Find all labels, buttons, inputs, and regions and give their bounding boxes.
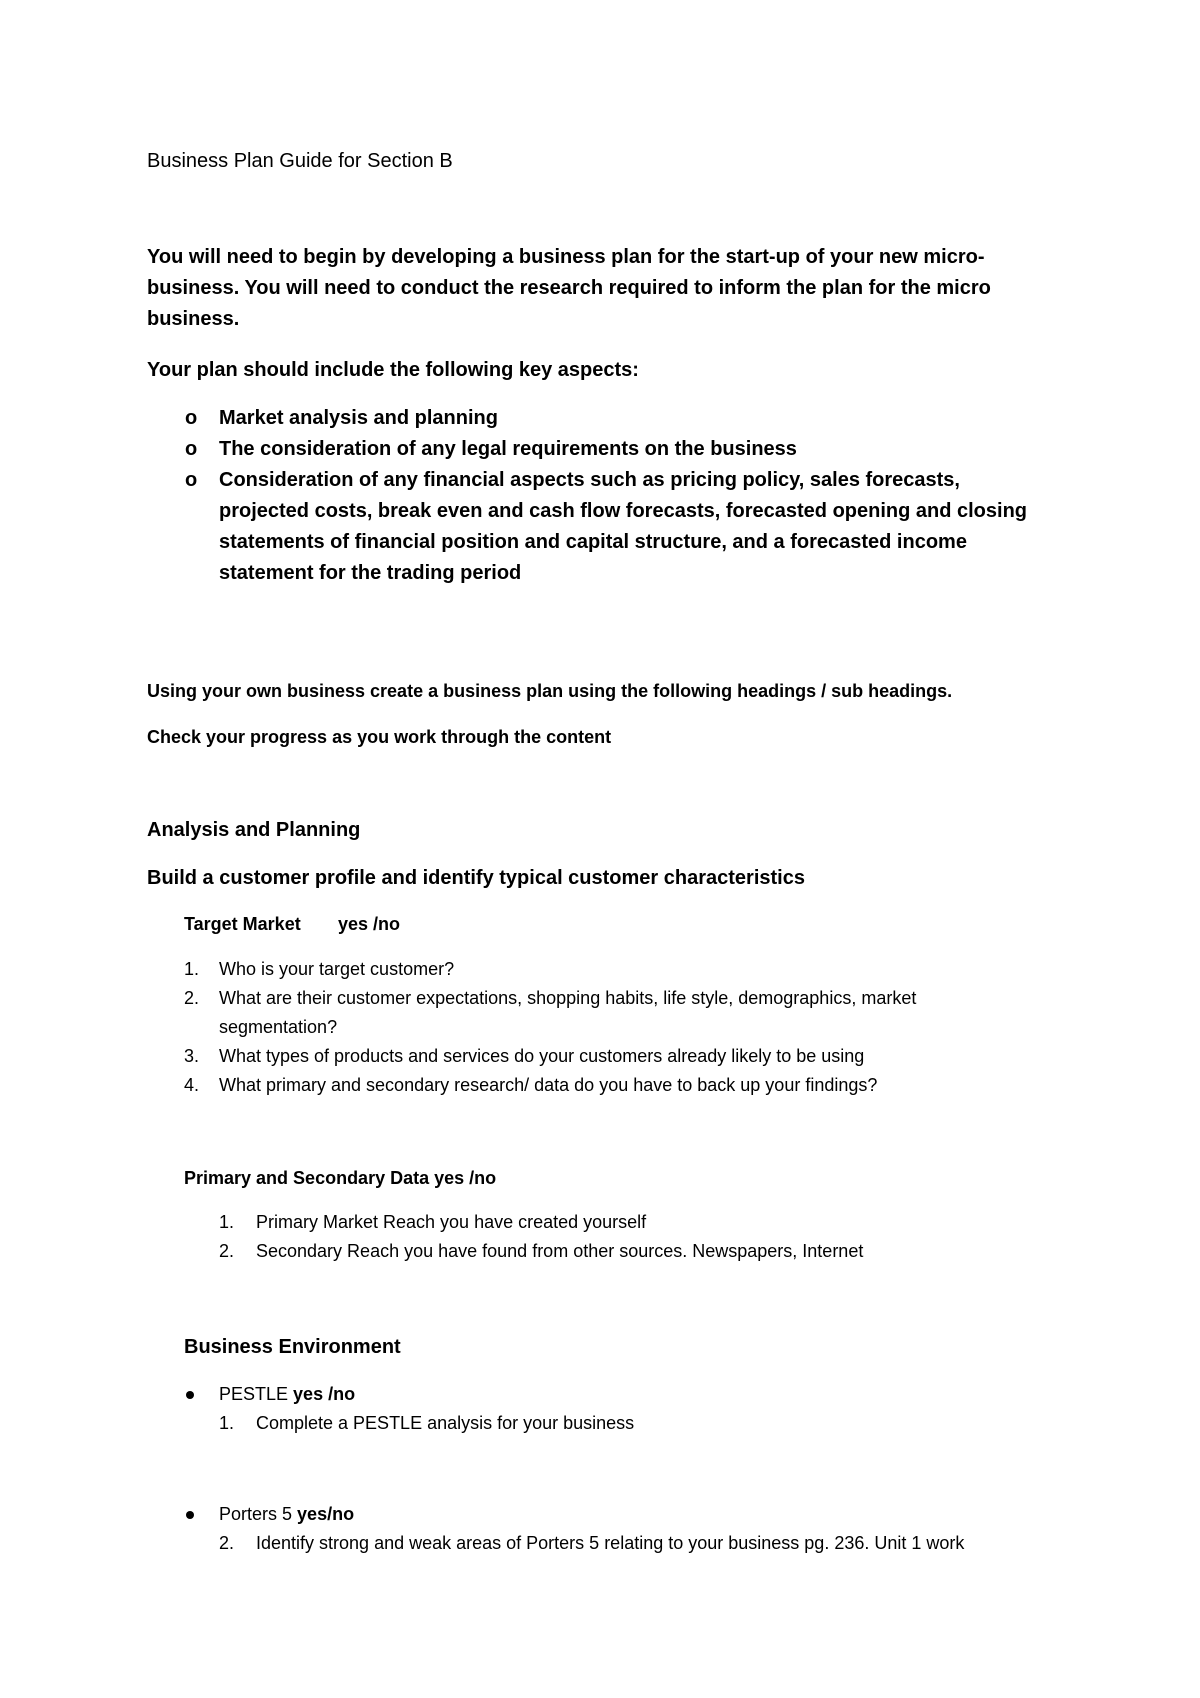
aspect-item: Consideration of any financial aspects such as pricing policy, sales forecasts, — [219, 469, 960, 491]
document-title: Business Plan Guide for Section B — [147, 150, 453, 172]
list-number: 4. — [184, 1075, 200, 1095]
target-question: What are their customer expectations, shopping habits, life style, demographics, market — [219, 988, 917, 1008]
pestle-item: Complete a PESTLE analysis for your business — [256, 1413, 635, 1433]
aspect-marker: o — [185, 407, 198, 429]
aspect-item-continued: statement for the trading period — [219, 562, 522, 584]
list-number: 1. — [219, 1212, 235, 1232]
plan-lead: Your plan should include the following key aspects: — [147, 359, 639, 381]
target-market-label: Target Market — [184, 914, 301, 934]
pestle-label: PESTLE yes /no — [219, 1384, 356, 1404]
bullet-icon — [186, 1391, 194, 1399]
intro-line-3: business. — [147, 308, 240, 330]
bullet-icon — [186, 1511, 194, 1519]
porters-label: Porters 5 yes/no — [219, 1504, 355, 1524]
aspect-item: The consideration of any legal requirements on the business — [219, 438, 797, 460]
aspect-marker: o — [185, 469, 198, 491]
primary-secondary-item: Secondary Reach you have found from other sources. Newspapers, Internet — [256, 1241, 864, 1261]
list-number: 1. — [219, 1413, 235, 1433]
heading-business-environment: Business Environment — [184, 1336, 401, 1358]
target-question: What types of products and services do your customers already likely to be using — [219, 1046, 865, 1066]
intro-line-1: You will need to begin by developing a business plan for the start-up of your new micro- — [147, 246, 985, 268]
heading-analysis-planning: Analysis and Planning — [147, 819, 361, 841]
target-market-check: yes /no — [338, 914, 401, 934]
list-number: 2. — [184, 988, 200, 1008]
intro-line-2: business. You will need to conduct the research required to inform the plan for the micro — [147, 277, 991, 299]
target-question-continued: segmentation? — [219, 1017, 338, 1037]
target-question: What primary and secondary research/ data do you have to back up your findings? — [219, 1075, 878, 1095]
heading-customer-profile: Build a customer profile and identify typical customer characteristics — [147, 867, 805, 889]
list-number: 1. — [184, 959, 200, 979]
aspect-item-continued: projected costs, break even and cash flow forecasts, forecasted opening and closing — [219, 500, 1028, 522]
instruction-2: Check your progress as you work through the content — [147, 727, 612, 747]
list-number: 3. — [184, 1046, 200, 1066]
aspect-item: Market analysis and planning — [219, 407, 498, 429]
list-number: 2. — [219, 1241, 235, 1261]
aspect-item-continued: statements of financial position and capital structure, and a forecasted income — [219, 531, 967, 553]
aspect-marker: o — [185, 438, 198, 460]
target-question: Who is your target customer? — [219, 959, 455, 979]
primary-secondary-heading: Primary and Secondary Data yes /no — [184, 1168, 497, 1188]
list-number: 2. — [219, 1533, 235, 1553]
instruction-1: Using your own business create a business plan using the following headings / sub headings. — [147, 681, 953, 701]
primary-secondary-item: Primary Market Reach you have created yourself — [256, 1212, 647, 1232]
porters-item: Identify strong and weak areas of Porters 5 relating to your business pg. 236. Unit 1 work — [256, 1533, 965, 1553]
